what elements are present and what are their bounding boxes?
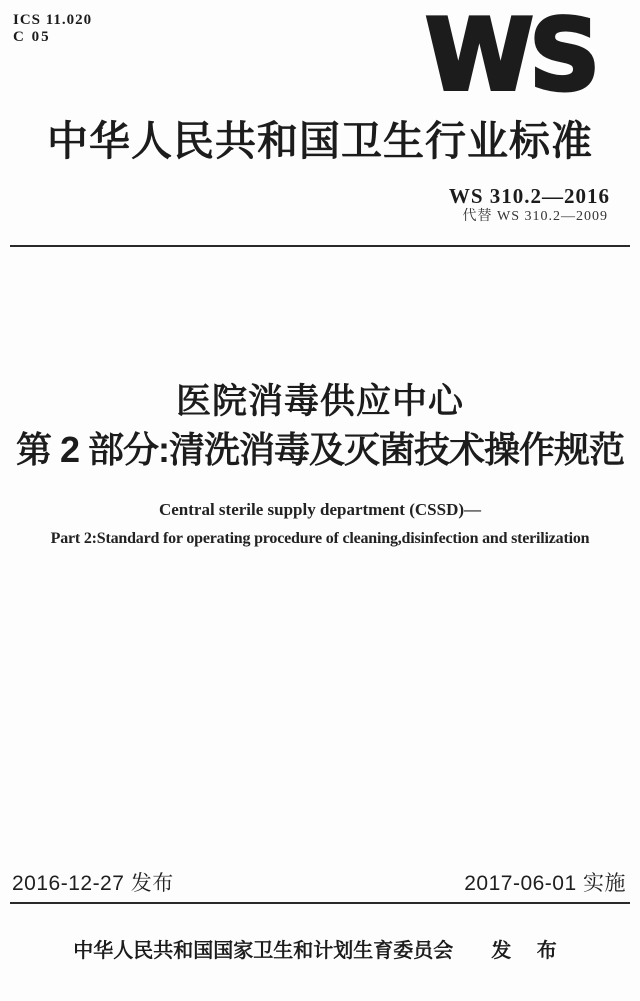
title-en-line2: Part 2:Standard for operating procedure of cleaning,disinfection and sterilization <box>50 530 590 547</box>
issuer-line <box>0 938 640 964</box>
top-divider <box>10 245 630 247</box>
bottom-divider <box>10 902 630 904</box>
issue-date: 2016-12-27 发布 <box>12 872 174 895</box>
standard-number: WS 310.2—2016 <box>448 184 610 208</box>
issue-action-label: 发 布 <box>491 940 567 962</box>
title-cn-line2: 第 2 部分:清洗消毒及灭菌技术操作规范 <box>15 429 624 470</box>
dates-row <box>12 872 626 896</box>
classification-code: C 05 <box>13 29 51 45</box>
document-title-en <box>0 499 640 550</box>
implement-date: 2017-06-01 实施 <box>464 872 626 895</box>
title-en-line1: Central sterile supply department (CSSD)— <box>158 500 482 519</box>
issuer-name: 中华人民共和国国家卫生和计划生育委员会 <box>73 940 454 962</box>
standard-type-title: 中华人民共和国卫生行业标准 <box>47 118 593 164</box>
ws-logo: WS <box>425 0 596 113</box>
document-title-cn <box>0 381 640 473</box>
ics-code: ICS 11.020 <box>13 12 93 28</box>
title-cn-line1: 医院消毒供应中心 <box>175 382 464 421</box>
replaced-standard-note: 代替 WS 310.2—2009 <box>462 209 608 224</box>
